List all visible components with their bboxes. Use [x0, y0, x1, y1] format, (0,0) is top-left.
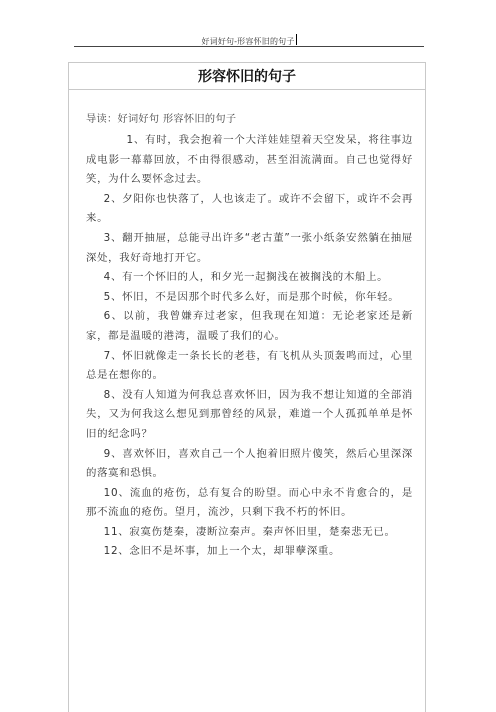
running-header: 好词好句-形容怀旧的句子 [201, 37, 295, 46]
paragraph-12: 12、念旧不是坏事，加上一个太，却罪孽深重。 [103, 545, 341, 558]
text-cursor [296, 34, 297, 45]
article-body [86, 131, 413, 562]
title-divider [68, 89, 426, 90]
paragraph-11: 11、寂寞伤楚秦，凄断泣秦声。秦声怀旧里，楚秦悲无已。 [103, 525, 396, 538]
paragraph-10: 10、流血的疮伤，总有复合的盼望。而心中永不肯愈合的，是那不流血的疮伤。望月，流沙，只剩下我不朽的怀旧。 [86, 486, 413, 519]
paragraph-4: 4、有一个怀旧的人，和夕光一起搁浅在被搁浅的木船上。 [103, 271, 389, 284]
header-rule [74, 46, 424, 47]
paragraph-2: 2、夕阳你也快落了，人也该走了。或许不会留下，或许不会再来。 [86, 192, 413, 225]
paragraph-6: 6、以前，我曾嫌弃过老家，但我现在知道：无论老家还是新家，都是温暖的港湾，温暖了我们的心。 [86, 310, 413, 342]
paragraph-9: 9、喜欢怀旧，喜欢自己一个人抱着旧照片傻笑，然后心里深深的落寞和恐惧。 [86, 447, 413, 480]
paragraph-1: 1、有时，我会抱着一个大洋娃娃望着天空发呆，将往事边成电影一幕幕回放，不由得很感动，甚至泪流满面。自己也觉得好笑，为什么要怀念过去。 [86, 134, 413, 186]
paragraph-5: 5、怀旧，不是因那个时代多么好，而是那个时候，你年轻。 [103, 290, 400, 303]
intro-line: 导读：好词好句 形容怀旧的句子 [86, 114, 237, 125]
paragraph-8: 8、没有人知道为何我总喜欢怀旧，因为我不想让知道的全部消失，又为何我这么想见到那曾经的风景，难道一个人孤孤单单是怀旧的纪念吗？ [86, 388, 413, 440]
paragraph-7: 7、怀旧就像走一条长长的老巷，有飞机从头顶轰鸣而过，心里总是在想你的。 [86, 349, 413, 382]
paragraph-3: 3、翻开抽屉，总能寻出许多“老古董”一张小纸条安然躺在抽屉深处，我好奇地打开它。 [86, 231, 413, 264]
page-title: 形容怀旧的句子 [198, 69, 296, 85]
